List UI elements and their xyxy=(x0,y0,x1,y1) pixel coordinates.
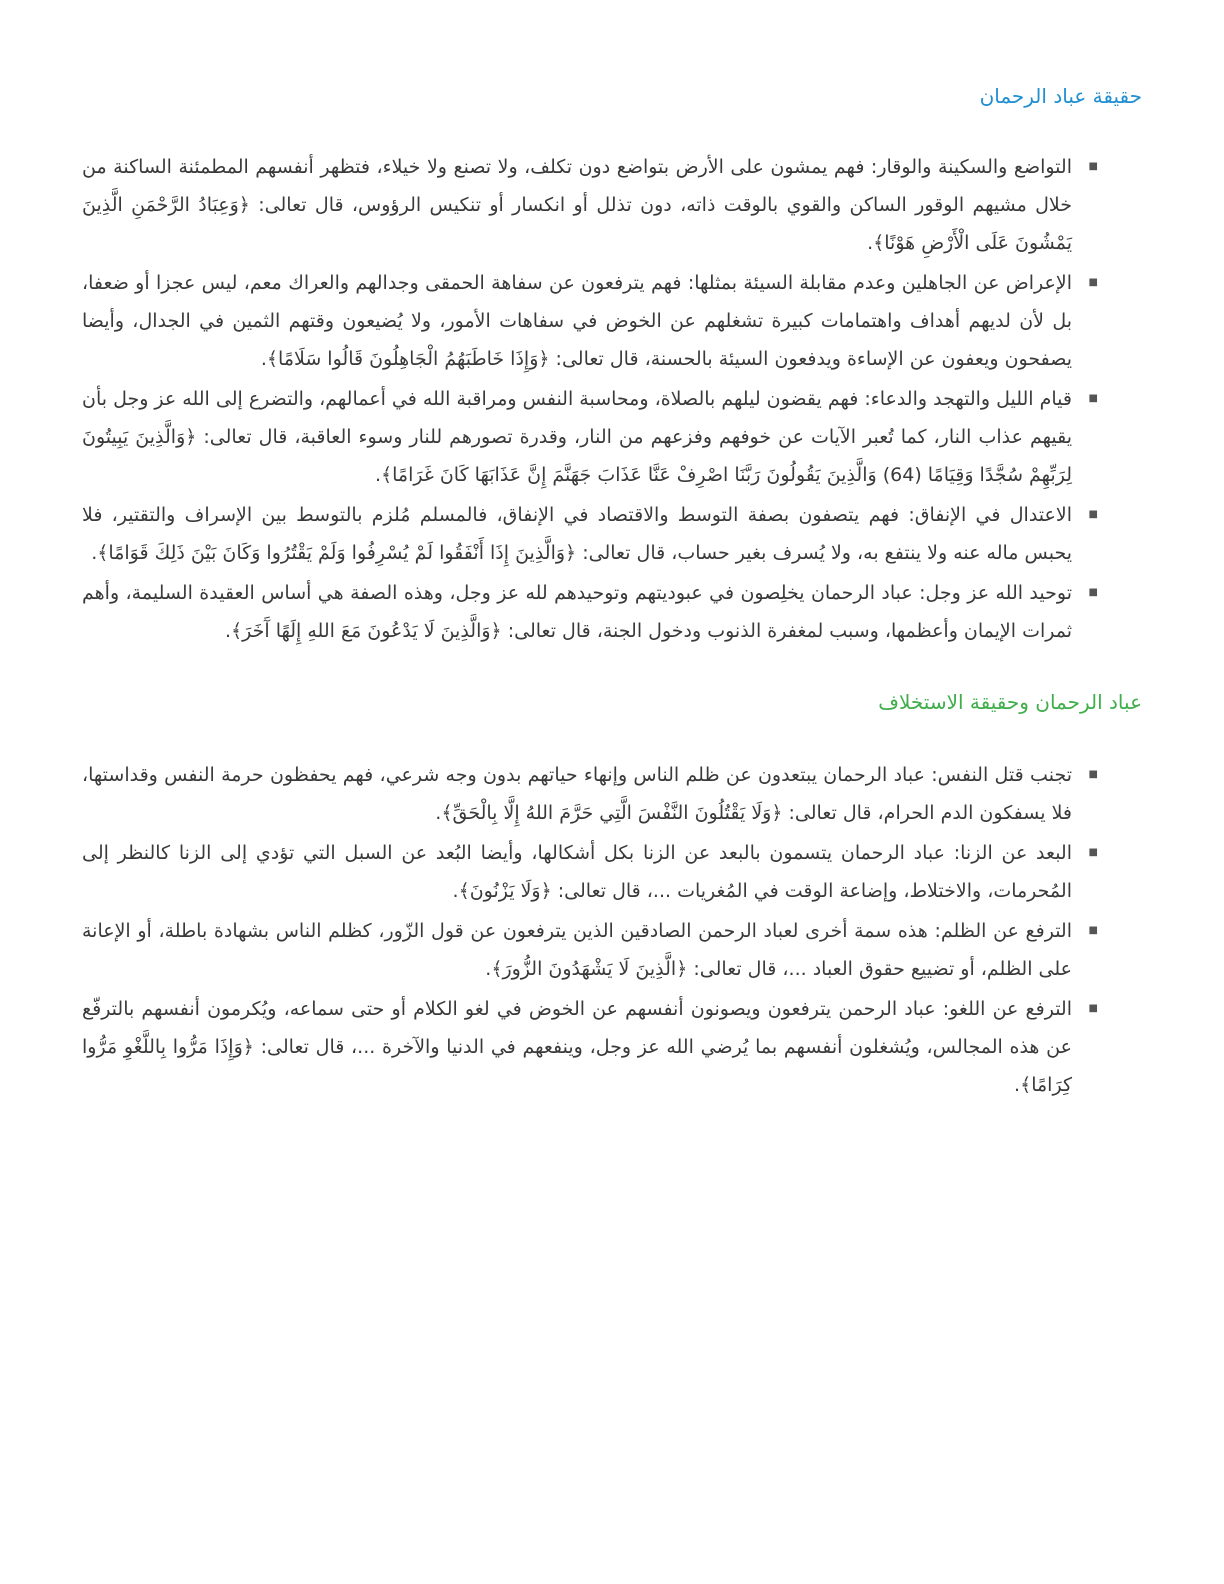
list-item-moderate-spending xyxy=(82,496,1142,572)
bullet-square-icon: ■ xyxy=(1088,393,1098,404)
list-item-no-adultery xyxy=(82,834,1142,910)
bullet-square-icon: ■ xyxy=(1088,769,1098,780)
list-item-no-idle-talk xyxy=(82,990,1142,1104)
list-item-text: التواضع والسكينة والوقار: فهم يمشون على الأرض بتواضع دون تكلف، ولا تصنع ولا خيلاء، فتظهر أنفسهم المطمئنة الساكنة من خلال مشيهم الوقور الساكن والقوي بالوقت ذاته، دون تذلل أو انكسار أو تنكيس الرؤوس، قال تعالى: ﴿وَعِبَادُ الرَّحْمَنِ الَّذِينَ يَمْشُونَ عَلَى الْأَرْضِ هَوْنًا﴾. xyxy=(82,156,1072,254)
bullet-list-stewardship xyxy=(82,756,1142,1104)
list-item-text: الترفع عن اللغو: عباد الرحمن يترفعون ويصونون أنفسهم عن الخوض في لغو الكلام أو حتى سماعه، ويُكرمون أنفسهم بالترفّع عن هذه المجالس، ويُشغلون أنفسهم بما يُرضي الله عز وجل، وينفعهم في الدنيا والآخرة ...، قال تعالى: ﴿وَإِذَا مَرُّوا بِاللَّغْوِ مَرُّوا كِرَامًا﴾. xyxy=(82,998,1072,1096)
list-item-humility xyxy=(82,148,1142,262)
bullet-square-icon: ■ xyxy=(1088,587,1098,598)
list-item-text: الإعراض عن الجاهلين وعدم مقابلة السيئة بمثلها: فهم يترفعون عن سفاهة الحمقى وجدالهم والعراك معم، ليس عجزا أو ضعفا، بل لأن لديهم أهداف واهتمامات كبيرة تشغلهم عن الخوض في سفاهات الأمور، ولا يُضيعون وقتهم الثمين في الجدال، وأيضا يصفحون ويعفون عن الإساءة ويدفعون السيئة بالحسنة، قال تعالى: ﴿وَإِذَا خَاطَبَهُمُ الْجَاهِلُونَ قَالُوا سَلَامًا﴾. xyxy=(82,272,1072,370)
section-heading-stewardship: عباد الرحمان وحقيقة الاستخلاف xyxy=(878,690,1142,714)
bullet-square-icon: ■ xyxy=(1088,1003,1098,1014)
bullet-square-icon: ■ xyxy=(1088,925,1098,936)
list-item-text: تجنب قتل النفس: عباد الرحمان يبتعدون عن ظلم الناس وإنهاء حياتهم بدون وجه شرعي، فهم يحفظون حرمة النفس وقداستها، فلا يسفكون الدم الحرام، قال تعالى: ﴿وَلَا يَقْتُلُونَ النَّفْسَ الَّتِي حَرَّمَ اللهُ إِلَّا بِالْحَقِّ﴾. xyxy=(82,764,1072,824)
list-item-text: البعد عن الزنا: عباد الرحمان يتسمون بالبعد عن الزنا بكل أشكالها، وأيضا البُعد عن السبل التي تؤدي إلى الزنا كالنظر إلى المُحرمات، والاختلاط، وإضاعة الوقت في المُغريات ...، قال تعالى: ﴿وَلَا يَزْنُونَ﴾. xyxy=(82,842,1072,902)
bullet-square-icon: ■ xyxy=(1088,509,1098,520)
list-item-text: الاعتدال في الإنفاق: فهم يتصفون بصفة التوسط والاقتصاد في الإنفاق، فالمسلم مُلزم بالتوسط بين الإسراف والتقتير، فلا يحبس ماله عنه ولا ينتفع به، ولا يُسرف بغير حساب، قال تعالى: ﴿وَالَّذِينَ إِذَا أَنْفَقُوا لَمْ يُسْرِفُوا وَلَمْ يَقْتُرُوا وَكَانَ بَيْنَ ذَلِكَ قَوَامًا﴾. xyxy=(82,504,1072,564)
bullet-square-icon: ■ xyxy=(1088,847,1098,858)
list-item-no-killing xyxy=(82,756,1142,832)
list-item-text: قيام الليل والتهجد والدعاء: فهم يقضون ليلهم بالصلاة، ومحاسبة النفس ومراقبة الله في أعمالهم، والتضرع إلى الله عز وجل بأن يقيهم عذاب النار، كما تُعبر الآيات عن خوفهم وفزعهم من النار، وقدرة تصورهم للنار وسوء العاقبة، قال تعالى: ﴿وَالَّذِينَ يَبِيتُونَ لِرَبِّهِمْ سُجَّدًا وَقِيَامًا (64) وَالَّذِينَ يَقُولُونَ رَبَّنَا اصْرِفْ عَنَّا عَذَابَ جَهَنَّمَ إِنَّ عَذَابَهَا كَانَ غَرَامًا﴾. xyxy=(82,388,1072,486)
bullet-square-icon: ■ xyxy=(1088,161,1098,172)
section-heading-ibad-al-rahman-truth: حقيقة عباد الرحمان xyxy=(979,84,1142,108)
bullet-square-icon: ■ xyxy=(1088,277,1098,288)
list-item-text: الترفع عن الظلم: هذه سمة أخرى لعباد الرحمن الصادقين الذين يترفعون عن قول الزّور، كظلم الناس بشهادة باطلة، أو الإعانة على الظلم، أو تضييع حقوق العباد ...، قال تعالى: ﴿الَّذِينَ لَا يَشْهَدُونَ الزُّورَ﴾. xyxy=(82,920,1072,980)
list-item-monotheism xyxy=(82,574,1142,650)
list-item-text: توحيد الله عز وجل: عباد الرحمان يخلِصون في عبوديتهم وتوحيدهم لله عز وجل، وهذه الصفة هي أساس العقيدة السليمة، وأهم ثمرات الإيمان وأعظمها، وسبب لمغفرة الذنوب ودخول الجنة، قال تعالى: ﴿وَالَّذِينَ لَا يَدْعُونَ مَعَ اللهِ إِلَهًا آَخَرَ﴾. xyxy=(82,582,1072,642)
list-item-night-prayer xyxy=(82,380,1142,494)
bullet-list-ibad-al-rahman-traits xyxy=(82,148,1142,650)
list-item-avoiding-ignorant xyxy=(82,264,1142,378)
list-item-no-injustice xyxy=(82,912,1142,988)
